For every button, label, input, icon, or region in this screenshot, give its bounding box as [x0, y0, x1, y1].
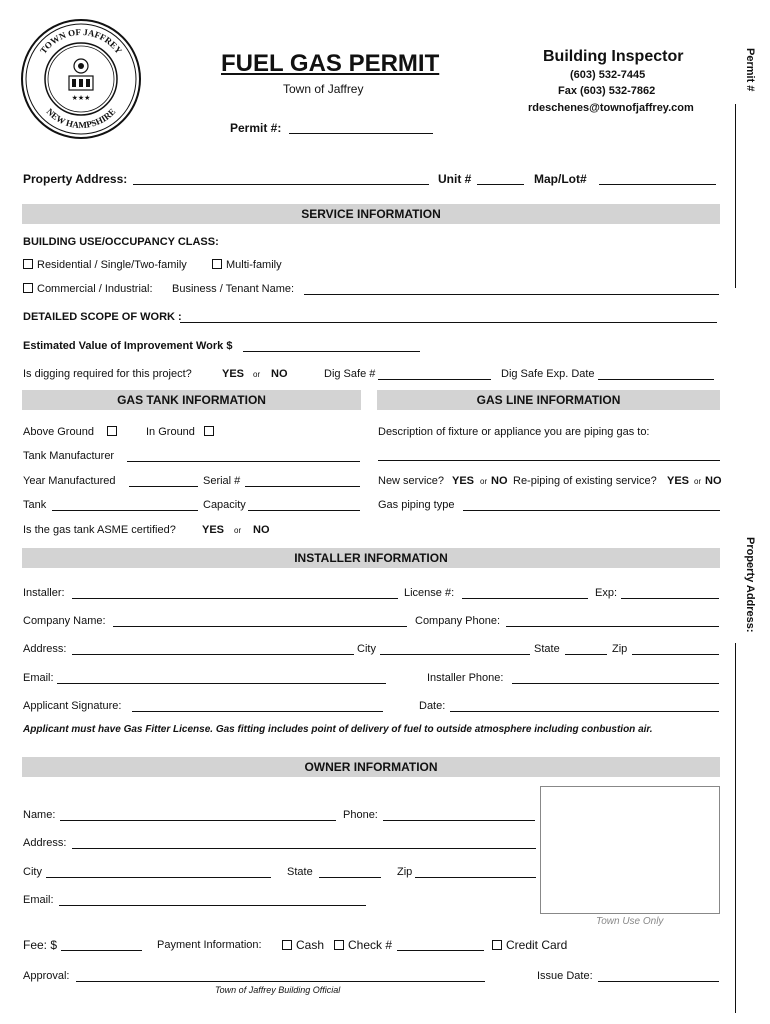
- gas-tank-heading: GAS TANK INFORMATION: [117, 393, 266, 407]
- year-manufactured-field[interactable]: [129, 486, 198, 487]
- signature-date-label: Date:: [419, 700, 446, 712]
- owner-name-label: Name:: [23, 809, 56, 821]
- capacity-label: Capacity: [203, 499, 246, 511]
- in-ground-label: In Ground: [146, 426, 195, 438]
- town-seal: [20, 18, 142, 140]
- company-phone-field[interactable]: [506, 626, 719, 627]
- commercial-checkbox[interactable]: [23, 283, 33, 293]
- license-field[interactable]: [462, 598, 588, 599]
- installer-name-label: Installer:: [23, 587, 65, 599]
- cash-label: Cash: [296, 938, 325, 952]
- maplot-field[interactable]: [599, 184, 716, 185]
- commercial-label: Commercial / Industrial:: [37, 283, 153, 295]
- owner-email-field[interactable]: [59, 905, 366, 906]
- installer-heading-bar: [22, 548, 720, 568]
- side-permit-field[interactable]: [735, 104, 736, 288]
- seal-text-bottom: NEW HAMPSHIRE: [44, 106, 118, 131]
- svg-text:★★★: ★★★: [71, 94, 91, 102]
- repiping-or: or: [694, 477, 702, 486]
- occupancy-class-label: BUILDING USE/OCCUPANCY CLASS:: [23, 236, 219, 248]
- town-name: Town of Jaffrey: [283, 82, 364, 96]
- new-service-yes[interactable]: YES: [452, 475, 475, 487]
- asme-no[interactable]: NO: [253, 524, 270, 536]
- owner-phone-field[interactable]: [383, 820, 535, 821]
- owner-state-label: State: [287, 866, 313, 878]
- cash-checkbox[interactable]: [282, 940, 292, 950]
- installer-phone-field[interactable]: [512, 683, 719, 684]
- property-address-field[interactable]: [133, 184, 429, 185]
- owner-heading-bar: [22, 757, 720, 777]
- side-property-field[interactable]: [735, 643, 736, 1013]
- commercial-option[interactable]: [23, 283, 153, 295]
- installer-heading: INSTALLER INFORMATION: [294, 551, 448, 565]
- check-option[interactable]: [334, 938, 392, 952]
- unit-label: Unit #: [438, 172, 472, 186]
- side-permit-label: Permit #: [744, 48, 756, 92]
- town-use-only-box: [540, 786, 720, 914]
- piping-type-field[interactable]: [463, 510, 720, 511]
- approval-label: Approval:: [23, 970, 70, 982]
- applicant-signature-label: Applicant Signature:: [23, 700, 122, 712]
- owner-address-label: Address:: [23, 837, 67, 849]
- check-label: Check #: [348, 938, 393, 952]
- payment-info-label: Payment Information:: [157, 939, 262, 951]
- check-checkbox[interactable]: [334, 940, 344, 950]
- fee-label: Fee: $: [23, 938, 58, 952]
- side-property-address-label: Property Address:: [744, 537, 756, 633]
- inspector-email: rdeschenes@townofjaffrey.com: [528, 102, 694, 114]
- estimated-value-label: Estimated Value of Improvement Work $: [23, 340, 233, 352]
- serial-label: Serial #: [203, 475, 241, 487]
- owner-zip-label: Zip: [397, 866, 413, 878]
- applicant-signature-field[interactable]: [132, 711, 383, 712]
- new-service-or: or: [480, 477, 488, 486]
- scope-of-work-label: DETAILED SCOPE OF WORK :: [23, 311, 182, 323]
- gas-fitter-license-note: Applicant must have Gas Fitter License. Gas fitting includes point of delivery of fuel to outside atmosphere including conbustion air.: [23, 724, 653, 735]
- permit-number-field[interactable]: [289, 133, 433, 134]
- svg-text:NEW HAMPSHIRE: [45, 106, 118, 130]
- tenant-name-label: Business / Tenant Name:: [172, 283, 295, 295]
- installer-zip-field[interactable]: [632, 654, 719, 655]
- cash-option[interactable]: [282, 938, 324, 952]
- service-info-heading-bar: [22, 204, 720, 224]
- town-use-only-label: Town Use Only: [596, 916, 664, 927]
- installer-email-field[interactable]: [57, 683, 386, 684]
- issue-date-label: Issue Date:: [537, 970, 593, 982]
- digsafe-field[interactable]: [378, 379, 491, 380]
- credit-card-option[interactable]: [492, 938, 567, 952]
- asme-yes[interactable]: YES: [202, 524, 225, 536]
- installer-city-field[interactable]: [380, 654, 530, 655]
- company-phone-label: Company Phone:: [415, 615, 500, 627]
- scope-of-work-field[interactable]: [180, 322, 717, 323]
- digging-no[interactable]: NO: [271, 368, 288, 380]
- owner-city-label: City: [23, 866, 42, 878]
- installer-address-field[interactable]: [72, 654, 354, 655]
- tank-label: Tank: [23, 499, 47, 511]
- approval-field[interactable]: [76, 981, 485, 982]
- inspector-fax: Fax (603) 532-7862: [558, 85, 656, 97]
- owner-name-field[interactable]: [60, 820, 336, 821]
- installer-city-label: City: [357, 643, 376, 655]
- residential-label: Residential / Single/Two-family: [37, 259, 187, 271]
- fixture-description-field[interactable]: [378, 460, 720, 461]
- inspector-phone: (603) 532-7445: [570, 69, 646, 81]
- above-ground-checkbox[interactable]: [107, 426, 117, 436]
- tenant-name-field[interactable]: [304, 294, 719, 295]
- repiping-yes[interactable]: YES: [667, 475, 690, 487]
- owner-state-field[interactable]: [319, 877, 381, 878]
- tank-field[interactable]: [52, 510, 198, 511]
- license-exp-field[interactable]: [621, 598, 719, 599]
- building-official-caption: Town of Jaffrey Building Official: [215, 985, 341, 995]
- svg-text:TOWN OF JAFFREY: [38, 27, 124, 56]
- above-ground-label: Above Ground: [23, 426, 94, 438]
- credit-card-label: Credit Card: [506, 938, 568, 952]
- installer-state-label: State: [534, 643, 560, 655]
- issue-date-field[interactable]: [598, 981, 719, 982]
- credit-card-checkbox[interactable]: [492, 940, 502, 950]
- repiping-label: Re-piping of existing service?: [513, 475, 657, 487]
- installer-email-label: Email:: [23, 672, 54, 684]
- check-number-field[interactable]: [397, 950, 484, 951]
- in-ground-checkbox[interactable]: [204, 426, 214, 436]
- gas-line-heading-bar: [377, 390, 720, 410]
- capacity-field[interactable]: [248, 510, 360, 511]
- property-address-label: Property Address:: [23, 172, 128, 186]
- signature-date-field[interactable]: [450, 711, 719, 712]
- owner-heading: OWNER INFORMATION: [304, 760, 438, 774]
- permit-number-label: Permit #:: [230, 121, 282, 135]
- license-exp-label: Exp:: [595, 587, 618, 599]
- maplot-label: Map/Lot#: [534, 172, 587, 186]
- installer-zip-label: Zip: [612, 643, 628, 655]
- piping-type-label: Gas piping type: [378, 499, 455, 511]
- digging-or: or: [253, 370, 261, 379]
- multifamily-checkbox[interactable]: [212, 259, 222, 269]
- digging-question: Is digging required for this project?: [23, 368, 192, 380]
- digsafe-exp-field[interactable]: [598, 379, 714, 380]
- gas-tank-heading-bar: [22, 390, 361, 410]
- installer-state-field[interactable]: [565, 654, 607, 655]
- residential-option[interactable]: [23, 259, 187, 271]
- tank-manufacturer-field[interactable]: [127, 461, 360, 462]
- new-service-no[interactable]: NO: [491, 475, 508, 487]
- form-title: FUEL GAS PERMIT: [221, 50, 440, 77]
- installer-address-label: Address:: [23, 643, 67, 655]
- digsafe-label: Dig Safe #: [324, 368, 376, 380]
- year-manufactured-label: Year Manufactured: [23, 475, 116, 487]
- owner-email-label: Email:: [23, 894, 54, 906]
- asme-question: Is the gas tank ASME certified?: [23, 524, 176, 536]
- fee-field[interactable]: [61, 950, 142, 951]
- company-name-label: Company Name:: [23, 615, 106, 627]
- fixture-description-label: Description of fixture or appliance you are piping gas to:: [378, 426, 650, 438]
- digsafe-exp-label: Dig Safe Exp. Date: [501, 368, 595, 380]
- unit-field[interactable]: [477, 184, 524, 185]
- company-name-field[interactable]: [113, 626, 407, 627]
- multifamily-option[interactable]: [212, 259, 282, 271]
- residential-checkbox[interactable]: [23, 259, 33, 269]
- digging-yes[interactable]: YES: [222, 368, 245, 380]
- installer-phone-label: Installer Phone:: [427, 672, 504, 684]
- seal-text-top: TOWN OF JAFFREY: [38, 26, 124, 56]
- new-service-label: New service?: [378, 475, 445, 487]
- above-ground-option[interactable]: [23, 426, 121, 438]
- service-info-heading: SERVICE INFORMATION: [301, 207, 441, 221]
- owner-address-field[interactable]: [72, 848, 536, 849]
- serial-field[interactable]: [245, 486, 360, 487]
- owner-city-field[interactable]: [46, 877, 271, 878]
- tank-manufacturer-label: Tank Manufacturer: [23, 450, 115, 462]
- owner-zip-field[interactable]: [415, 877, 536, 878]
- inspector-title: Building Inspector: [543, 48, 684, 65]
- in-ground-option[interactable]: [146, 426, 218, 438]
- installer-name-field[interactable]: [72, 598, 398, 599]
- repiping-no[interactable]: NO: [705, 475, 722, 487]
- gas-line-heading: GAS LINE INFORMATION: [476, 393, 621, 407]
- owner-phone-label: Phone:: [343, 809, 378, 821]
- estimated-value-field[interactable]: [243, 351, 420, 352]
- asme-or: or: [234, 526, 242, 535]
- multifamily-label: Multi-family: [226, 259, 282, 271]
- license-label: License #:: [404, 587, 455, 599]
